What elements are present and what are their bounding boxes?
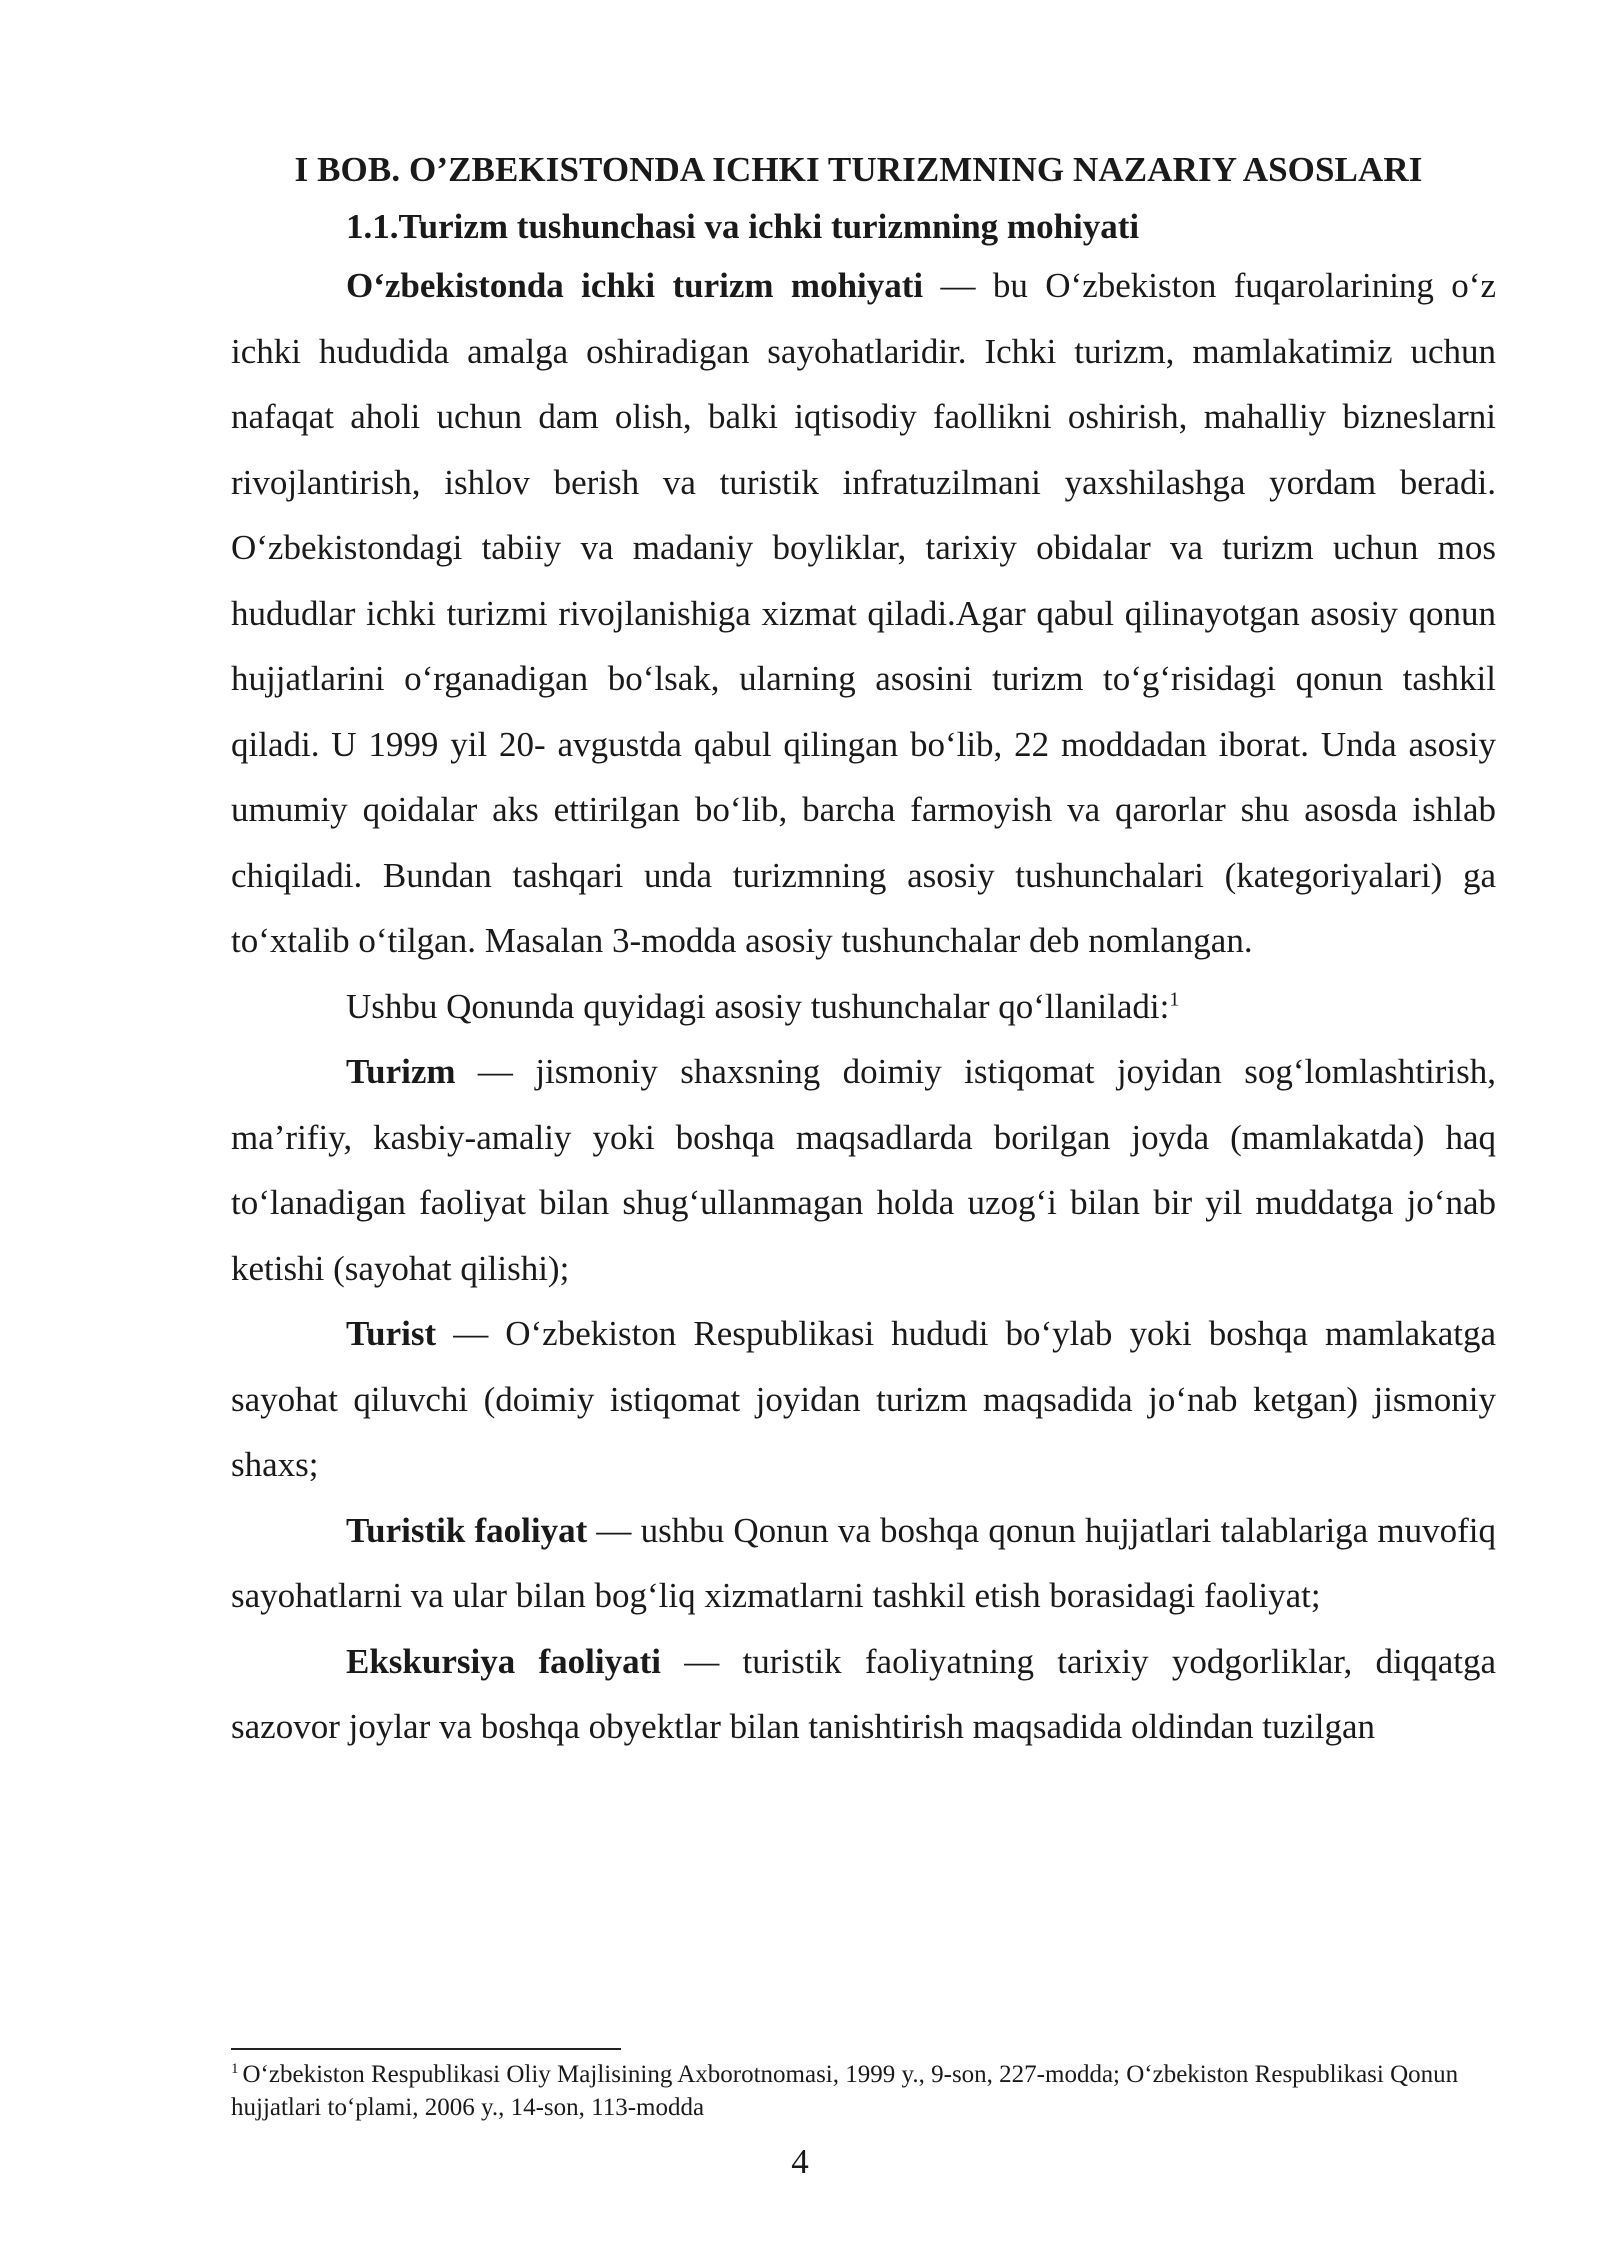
definition-text: — jismoniy shaxsning doimiy istiqomat joyidan sog‘lomlashtirish, ma’rifiy, kasbiy-amaliy yoki boshqa maqsadlarda borilgan joyda (mamlakatda) haq to‘lanadigan faoliyat bilan shug‘ullanmagan holda uzog‘i bilan bir yil muddatga jo‘nab ketishi (sayohat qilishi); xyxy=(231,1052,1496,1288)
footnote-separator xyxy=(231,2048,621,2050)
law-intro-text: Ushbu Qonunda quyidagi asosiy tushunchalar qo‘llaniladi: xyxy=(346,986,1170,1026)
definition-text: — O‘zbekiston Respublikasi hududi bo‘ylab yoki boshqa mamlakatga sayohat qiluvchi (doimiy istiqomat joyidan turizm maqsadida jo‘nab ketgan) jismoniy shaxs; xyxy=(231,1314,1496,1484)
definition-text: — ushbu Qonun va boshqa qonun hujjatlari talablariga muvofiq sayohatlarni va ular bilan bog‘liq xizmatlarni tashkil etish borasidagi faoliyat; xyxy=(231,1510,1496,1615)
law-intro-paragraph xyxy=(231,974,1496,1040)
chapter-title: I BOB. O’ZBEKISTONDA ICHKI TURIZMNING NAZARIY ASOSLARI xyxy=(294,150,1423,189)
section-title: 1.1.Turizm tushunchasi va ichki turizmning mohiyati xyxy=(346,207,1140,246)
definition-term: Ekskursiya faoliyati xyxy=(346,1641,661,1681)
footnote-text: O‘zbekiston Respublikasi Oliy Majlisining Axborotnomasi, 1999 y., 9-son, 227-modda; O‘zbekiston Respublikasi Qonun hujjatlari to‘plami, 2006 y., 14-son, 113-modda xyxy=(231,2061,1459,2121)
definition-paragraph xyxy=(231,1629,1496,1760)
definition-term: Turist xyxy=(346,1314,437,1353)
footnote-reference[interactable]: 1 xyxy=(1169,987,1180,1010)
footnote-number: 1 xyxy=(231,2060,239,2077)
definition-paragraph xyxy=(231,1498,1496,1629)
page-body xyxy=(231,150,1496,1760)
definition-term: Turistik faoliyat xyxy=(346,1510,588,1550)
intro-term: O‘zbekistonda ichki turizm mohiyati xyxy=(346,266,924,305)
definition-term: Turizm xyxy=(346,1052,456,1091)
page-number: 4 xyxy=(791,2142,809,2181)
footnote xyxy=(231,2058,1496,2124)
intro-paragraph xyxy=(231,253,1496,974)
definition-text: — turistik faoliyatning tarixiy yodgorliklar, diqqatga sazovor joylar va boshqa obyektlar bilan tanishtirish maqsadida oldindan tuzilgan xyxy=(231,1641,1496,1746)
definition-paragraph xyxy=(231,1039,1496,1301)
definition-paragraph xyxy=(231,1301,1496,1498)
intro-text: — bu O‘zbekiston fuqarolarining o‘z ichki hududida amalga oshiradigan sayohatlaridir. Ichki turizm, mamlakatimiz uchun nafaqat aholi uchun dam olish, balki iqtisodiy faollikni oshirish, mahalliy bizneslarni rivojlantirish, ishlov berish va turistik infratuzilmani yaxshilashga yordam beradi. O‘zbekistondagi tabiiy va madaniy boyliklar, tarixiy obidalar va turizm uchun mos hududlar ichki turizmi rivojlanishiga xizmat qiladi.Agar qabul qilinayotgan asosiy qonun hujjatlarini o‘rganadigan bo‘lsak, ularning asosini turizm to‘g‘risidagi qonun tashkil qiladi. U 1999 yil 20- avgustda qabul qilingan bo‘lib, 22 moddadan iborat. Unda asosiy umumiy qoidalar aks ettirilgan bo‘lib, barcha farmoyish va qarorlar shu asosda ishlab chiqiladi. Bundan tashqari unda turizmning asosiy tushunchalari (kategoriyalari) ga to‘xtalib o‘tilgan. Masalan 3-modda asosiy tushunchalar deb nomlangan. xyxy=(231,266,1496,960)
